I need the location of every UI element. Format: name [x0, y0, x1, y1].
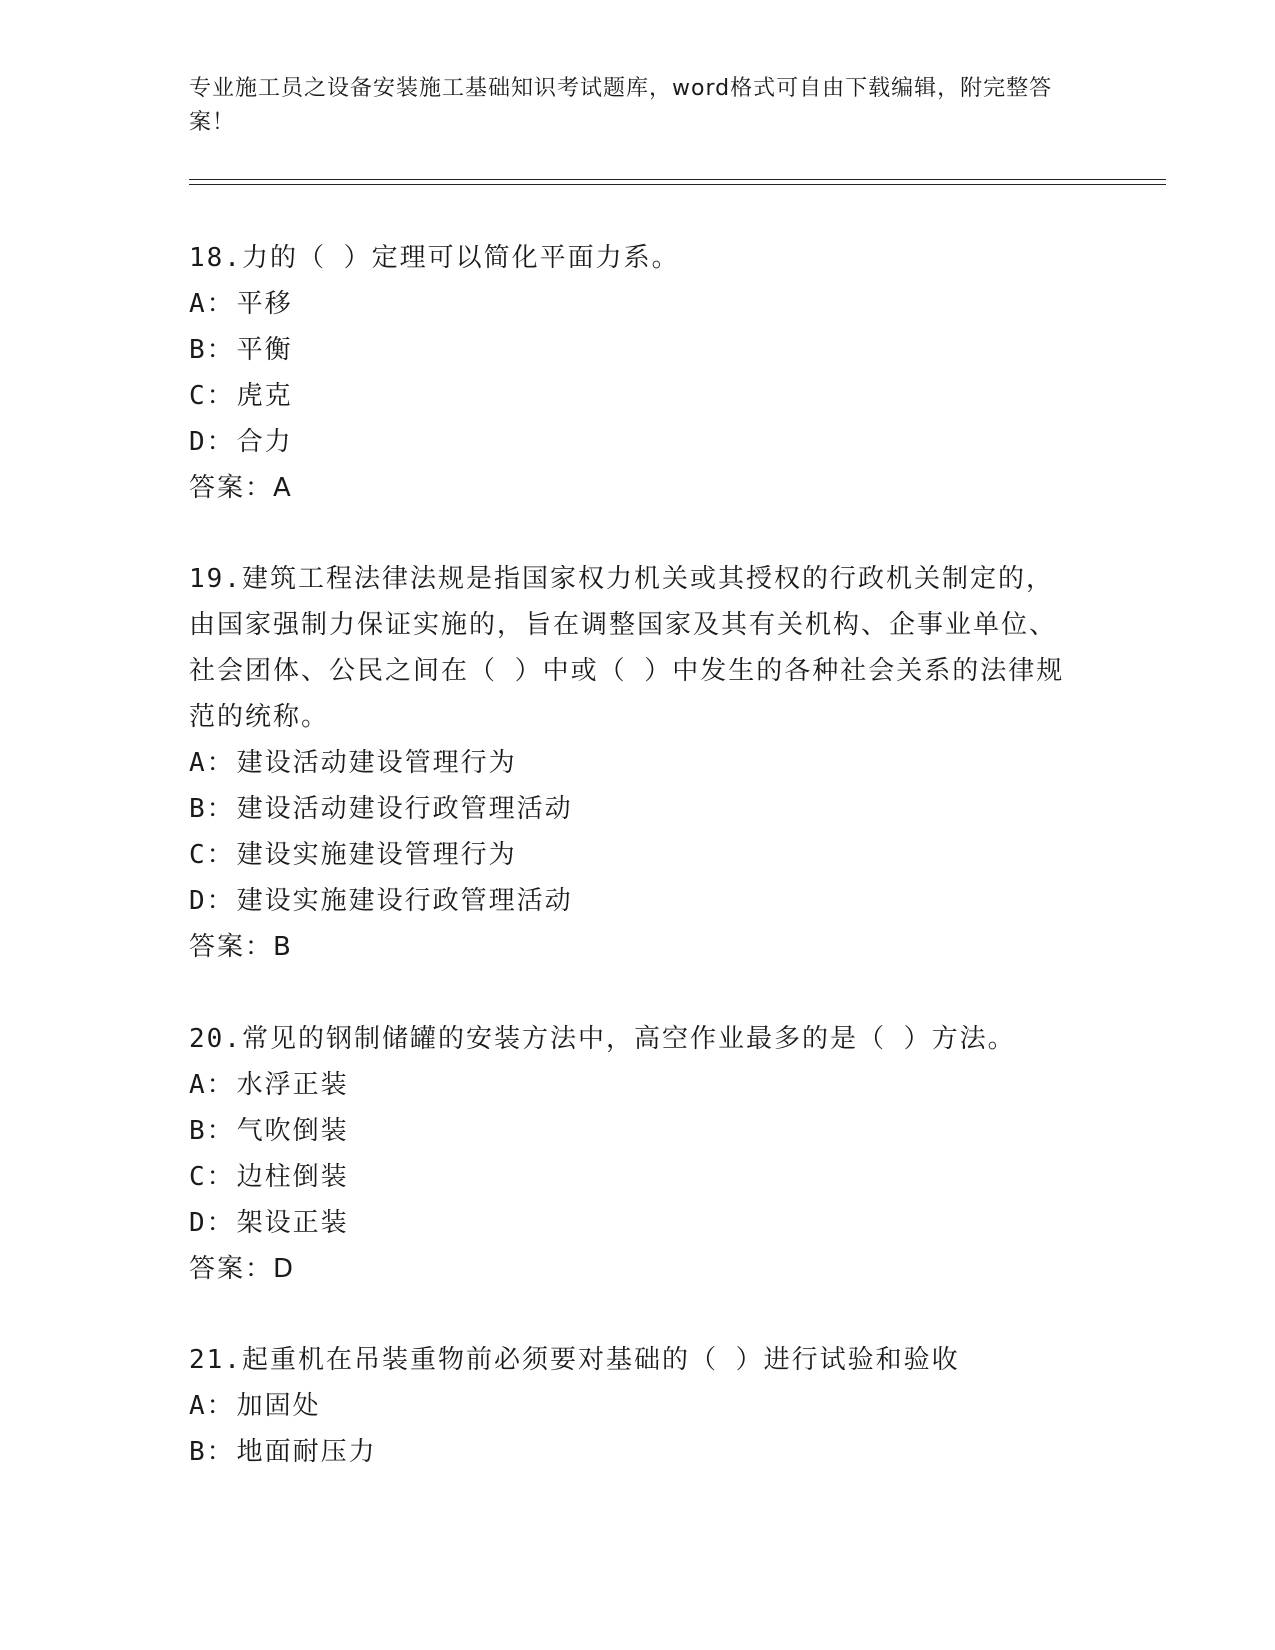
question-stem: 19.建筑工程法律法规是指国家权力机关或其授权的行政机关制定的，由国家强制力保证实施的，旨在调整国家及其有关机构、企事业单位、社会团体、公民之间在（ ）中或（ ）中发生的各种社会关系的法律规范的统称。 — [189, 564, 1065, 732]
question-stem: 21.起重机在吊装重物前必须要对基础的（ ）进行试验和验收 — [189, 1345, 960, 1375]
option-key: C： — [189, 840, 235, 870]
option-text: 合力 — [236, 427, 293, 457]
option-a — [189, 1383, 1069, 1429]
option-key: A： — [189, 1070, 235, 1100]
question-20 — [189, 1016, 1069, 1292]
option-text: 平衡 — [236, 335, 293, 365]
option-text: 气吹倒装 — [236, 1116, 349, 1146]
option-text: 水浮正装 — [236, 1070, 349, 1100]
header-rule-bottom — [189, 184, 1166, 185]
option-text: 地面耐压力 — [236, 1437, 377, 1467]
option-a — [189, 740, 1069, 786]
option-text: 边柱倒装 — [236, 1162, 349, 1192]
option-d — [189, 878, 1069, 924]
question-21 — [189, 1337, 1069, 1475]
option-key: A： — [189, 748, 235, 778]
option-b — [189, 1108, 1069, 1154]
option-key: B： — [189, 1437, 235, 1467]
option-d — [189, 419, 1069, 465]
option-text: 建设活动建设行政管理活动 — [236, 794, 573, 824]
option-key: C： — [189, 381, 235, 411]
document-header: 专业施工员之设备安装施工基础知识考试题库，word格式可自由下载编辑，附完整答案！ — [189, 76, 1053, 135]
option-text: 平移 — [236, 289, 293, 319]
question-stem: 20.常见的钢制储罐的安装方法中，高空作业最多的是（ ）方法。 — [189, 1024, 1016, 1054]
question-18 — [189, 235, 1069, 511]
option-text: 建设活动建设管理行为 — [236, 748, 517, 778]
option-b — [189, 1429, 1069, 1475]
question-stem: 18.力的（ ）定理可以简化平面力系。 — [189, 243, 680, 273]
option-c — [189, 1154, 1069, 1200]
option-text: 建设实施建设管理行为 — [236, 840, 517, 870]
option-key: B： — [189, 335, 235, 365]
option-key: D： — [189, 427, 235, 457]
option-c — [189, 832, 1069, 878]
answer-line: 答案：B — [189, 932, 293, 962]
option-text: 架设正装 — [236, 1208, 349, 1238]
option-key: D： — [189, 1208, 235, 1238]
option-b — [189, 786, 1069, 832]
answer-line: 答案：D — [189, 1254, 296, 1284]
option-c — [189, 373, 1069, 419]
option-d — [189, 1200, 1069, 1246]
option-text: 虎克 — [236, 381, 293, 411]
option-text: 加固处 — [236, 1391, 321, 1421]
option-key: D： — [189, 886, 235, 916]
option-text: 建设实施建设行政管理活动 — [236, 886, 573, 916]
option-key: C： — [189, 1162, 235, 1192]
option-b — [189, 327, 1069, 373]
option-key: B： — [189, 794, 235, 824]
option-key: A： — [189, 289, 235, 319]
header-rule-top — [189, 179, 1166, 180]
answer-line: 答案：A — [189, 473, 293, 503]
option-key: B： — [189, 1116, 235, 1146]
option-a — [189, 281, 1069, 327]
question-19 — [189, 556, 1069, 970]
option-a — [189, 1062, 1069, 1108]
option-key: A： — [189, 1391, 235, 1421]
